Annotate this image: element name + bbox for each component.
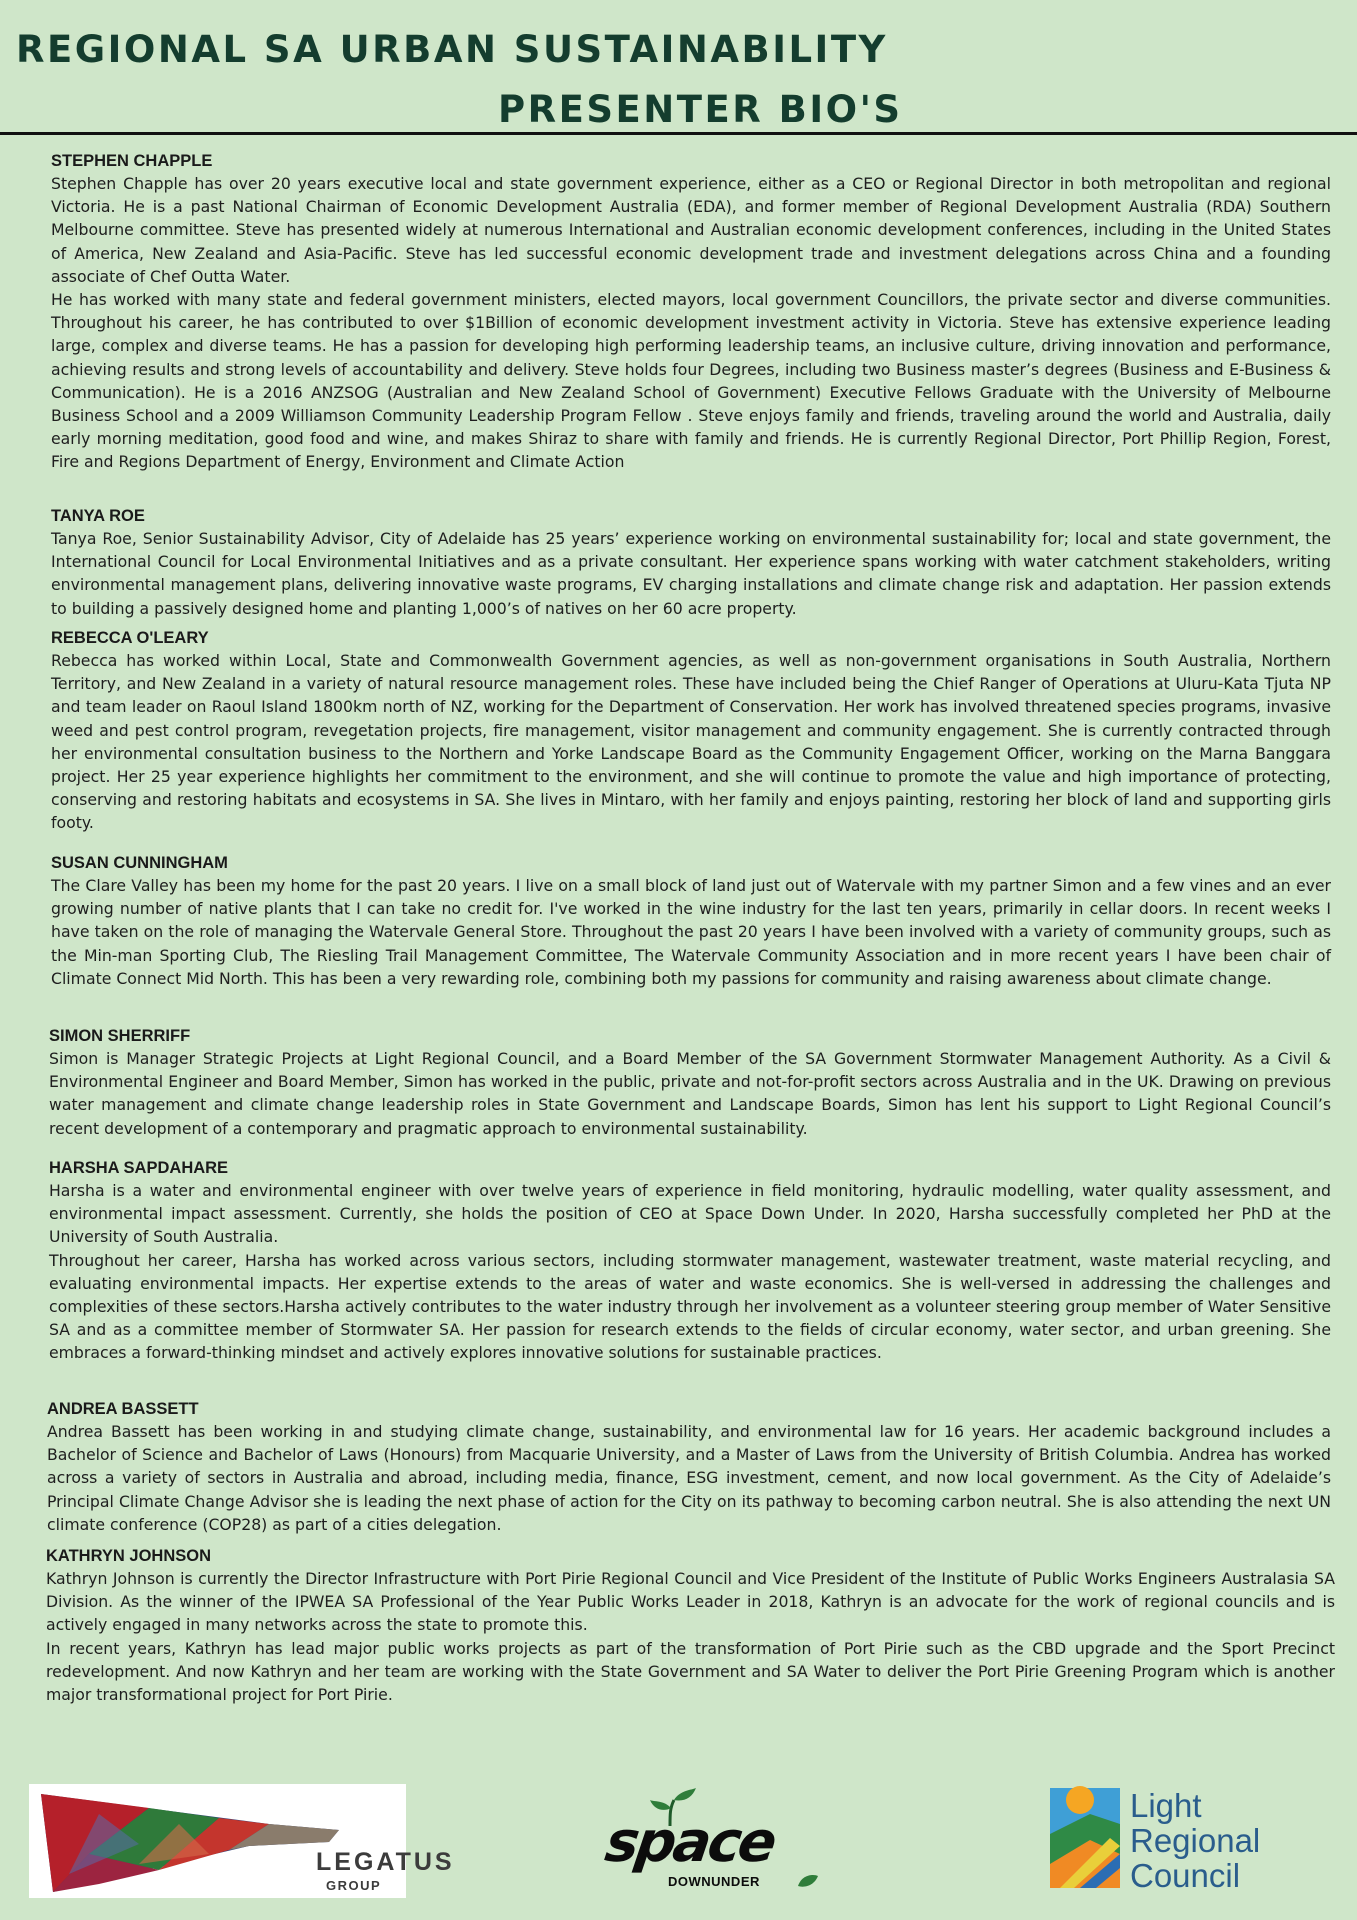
bio-paragraph: In recent years, Kathryn has lead major public works projects as part of the transformation of Port Pirie such as the CBD upgrade and the Sport Precinct redevelopment. And now Kathryn and her team are working with the State Government and SA Water to deliver the Port Pirie Greening Program which is another major transformational project for Port Pirie. <box>46 1638 1335 1705</box>
bio-susan-cunningham <box>51 852 1331 990</box>
legatus-subtitle: GROUP <box>326 1878 382 1893</box>
light-word-line3: Council <box>1130 1857 1241 1894</box>
page-subtitle: PRESENTER BIO'S <box>498 88 903 131</box>
bio-name: HARSHA SAPDAHARE <box>49 1159 229 1177</box>
bio-name: SUSAN CUNNINGHAM <box>51 854 228 872</box>
bio-paragraph: Harsha is a water and environmental engineer with over twelve years of experience in field monitoring, hydraulic modelling, water quality assessment, and environmental impact assessment. Currently, she holds the position of CEO at Space Down Under. In 2020, Harsha successfully completed her PhD at the University of South Australia. <box>49 1181 1331 1247</box>
bio-name: REBECCA O'LEARY <box>51 629 209 647</box>
sponsor-logos <box>0 1780 1357 1920</box>
bio-kathryn-johnson <box>46 1545 1335 1706</box>
bio-paragraph: Throughout her career, Harsha has worked across various sectors, including stormwater management, wastewater treatment, waste material recycling, and evaluating environmental impacts. Her expertise extends to the areas of water and waste economics. She is well-versed in addressing the challenges and complexities of these sectors.Harsha actively contributes to the water industry through her involvement as a volunteer steering group member of Water Sensitive SA and as a committee member of Stormwater SA. Her passion for research extends to the fields of circular economy, water sector, and urban greening. She embraces a forward-thinking mindset and actively explores innovative solutions for sustainable practices. <box>49 1250 1331 1363</box>
legatus-wordmark: LEGATUS <box>316 1848 455 1876</box>
space-down-under-logo <box>600 1786 830 1906</box>
bio-simon-sherriff <box>49 1025 1331 1140</box>
bio-tanya-roe <box>51 505 1331 620</box>
bio-name: KATHRYN JOHNSON <box>46 1547 212 1565</box>
bio-stephen-chapple <box>51 150 1331 474</box>
bio-name: SIMON SHERRIFF <box>49 1027 191 1045</box>
bio-paragraph: Stephen Chapple has over 20 years executive local and state government experience, either as a CEO or Regional Director in both metropolitan and regional Victoria. He is a past National Chairman of Economic Development Australia (EDA), and former member of Regional Development Australia (RDA) Southern Melbourne committee. Steve has presented widely at numerous International and Australian economic development conferences, including in the United States of America, New Zealand and Asia-Pacific. Steve has led successful economic development trade and investment delegations across China and a founding associate of Chef Outta Water. <box>51 174 1331 286</box>
bio-name: ANDREA BASSETT <box>47 1400 199 1418</box>
bio-paragraph: He has worked with many state and federal government ministers, elected mayors, local government Councillors, the private sector and diverse communities. Throughout his career, he has contributed to over $1Billion of economic development investment activity in Victoria. Steve has extensive experience leading large, complex and diverse teams. He has a passion for developing high performing leadership teams, an inclusive culture, driving innovation and performance, achieving results and strong levels of accountability and delivery. Steve holds four Degrees, including two Business master’s degrees (Business and E-Business & Communication). He is a 2016 ANZSOG (Australian and New Zealand School of Government) Executive Fellows Graduate with the University of Melbourne Business School and a 2009 Williamson Community Leadership Program Fellow . Steve enjoys family and friends, traveling around the world and Australia, daily early morning meditation, good food and wine, and makes Shiraz to share with family and friends. He is currently Regional Director, Port Phillip Region, Forest, Fire and Regions Department of Energy, Environment and Climate Action <box>51 290 1331 472</box>
bio-paragraph: Andrea Bassett has been working in and studying climate change, sustainability, and environmental law for 16 years. Her academic background includes a Bachelor of Science and Bachelor of Laws (Honours) from Macquarie University, and a Master of Laws from the University of British Columbia. Andrea has worked across a variety of sectors in Australia and abroad, including media, finance, ESG investment, cement, and now local government. As the City of Adelaide’s Principal Climate Change Advisor she is leading the next phase of action for the City on its pathway to becoming carbon neutral. She is also attending the next UN climate conference (COP28) as part of a cities delegation. <box>47 1422 1331 1534</box>
bio-paragraph: Simon is Manager Strategic Projects at Light Regional Council, and a Board Member of the SA Government Stormwater Management Authority. As a Civil & Environmental Engineer and Board Member, Simon has worked in the public, private and not-for-profit sectors across Australia and in the UK. Drawing on previous water management and climate change leadership roles in State Government and Landscape Boards, Simon has lent his support to Light Regional Council’s recent development of a contemporary and pragmatic approach to environmental sustainability. <box>49 1049 1331 1138</box>
bio-paragraph: Rebecca has worked within Local, State and Commonwealth Government agencies, as well as non-government organisations in South Australia, Northern Territory, and New Zealand in a variety of natural resource management roles. These have included being the Chief Ranger of Operations at Uluru-Kata Tjuta NP and team leader on Raoul Island 1800km north of NZ, working for the Department of Conservation. Her work has involved threatened species programs, invasive weed and pest control program, revegetation projects, fire management, visitor management and community engagement. She is currently contracted through her environmental consultation business to the Northern and Yorke Landscape Board as the Community Engagement Officer, working on the Marna Banggara project. Her 25 year experience highlights her commitment to the environment, and she will continue to promote the value and high importance of protecting, conserving and restoring habitats and ecosystems in SA. She lives in Mintaro, with her family and enjoys painting, restoring her block of land and supporting girls footy. <box>51 651 1331 833</box>
legatus-group-logo <box>29 1784 455 1898</box>
light-council-wordmark <box>1130 1788 1260 1893</box>
bio-paragraph: Tanya Roe, Senior Sustainability Advisor, City of Adelaide has 25 years’ experience working on environmental sustainability for; local and state government, the International Council for Local Environmental Initiatives and as a private consultant. Her experience spans working with water catchment stakeholders, writing environmental management plans, delivering innovative waste programs, EV charging installations and climate change risk and adaptation. Her passion extends to building a passively designed home and planting 1,000’s of natives on her 60 acre property. <box>51 529 1331 618</box>
leaf-icon <box>796 1872 820 1890</box>
space-wordmark: space <box>601 1810 778 1875</box>
bio-andrea-bassett <box>47 1398 1331 1536</box>
page-title: REGIONAL SA URBAN SUSTAINABILITY <box>16 28 888 71</box>
light-regional-council-logo <box>1050 1780 1290 1905</box>
bio-paragraph: The Clare Valley has been my home for the past 20 years. I live on a small block of land just out of Watervale with my partner Simon and a few vines and an ever growing number of native plants that I can take no credit for. I've worked in the wine industry for the last ten years, primarily in cellar doors. In recent weeks I have taken on the role of managing the Watervale General Store. Throughout the past 20 years I have been involved with a variety of community groups, such as the Min-man Sporting Club, The Riesling Trail Management Committee, The Watervale Community Association and in more recent years I have been chair of Climate Connect Mid North. This has been a very rewarding role, combining both my passions for community and raising awareness about climate change. <box>51 876 1331 988</box>
bio-paragraph: Kathryn Johnson is currently the Director Infrastructure with Port Pirie Regional Council and Vice President of the Institute of Public Works Engineers Australasia SA Division. As the winner of the IPWEA SA Professional of the Year Public Works Leader in 2018, Kathryn is an advocate for the work of regional councils and is actively engaged in many networks across the state to promote this. <box>46 1569 1335 1635</box>
bio-name: TANYA ROE <box>51 507 145 525</box>
header-divider <box>0 132 1357 135</box>
light-word-line2: Regional <box>1130 1822 1261 1859</box>
bio-harsha-sapdahare <box>49 1157 1331 1365</box>
light-council-emblem-icon <box>1050 1784 1124 1894</box>
bio-rebecca-oleary <box>51 627 1331 835</box>
page-header <box>0 0 1357 136</box>
light-word-line1: Light <box>1130 1787 1202 1824</box>
space-subtitle: DOWNUNDER <box>668 1874 760 1889</box>
bio-name: STEPHEN CHAPPLE <box>51 152 213 170</box>
